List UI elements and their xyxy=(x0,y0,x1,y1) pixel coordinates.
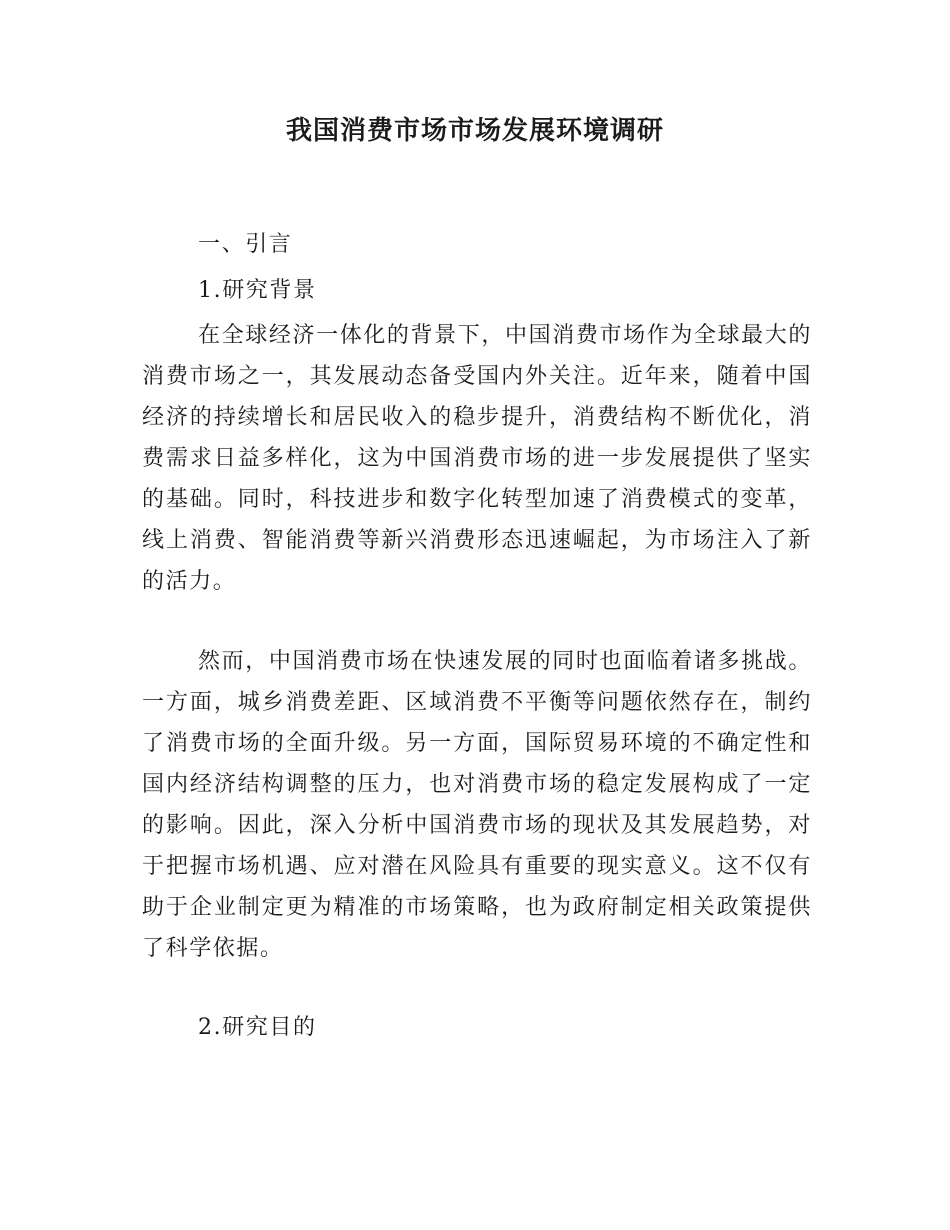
paragraph-challenges: 然而，中国消费市场在快速发展的同时也面临着诸多挑战。一方面，城乡消费差距、区域消费不平衡等问题依然存在，制约了消费市场的全面升级。另一方面，国际贸易环境的不确定性和国内经济结构调整的压力，也对消费市场的稳定发展构成了一定的影响。因此，深入分析中国消费市场的现状及其发展趋势，对于把握市场机遇、应对潜在风险具有重要的现实意义。这不仅有助于企业制定更为精准的市场策略，也为政府制定相关政策提供了科学依据。 xyxy=(142,649,812,961)
page-title: 我国消费市场市场发展环境调研 xyxy=(285,116,664,146)
subsection-heading-background: 1.研究背景 xyxy=(198,278,317,303)
subsection-heading-purpose: 2.研究目的 xyxy=(198,1015,317,1040)
section-heading: 一、引言 xyxy=(198,232,293,257)
paragraph-background: 在全球经济一体化的背景下，中国消费市场作为全球最大的消费市场之一，其发展动态备受国内外关注。近年来，随着中国经济的持续增长和居民收入的稳步提升，消费结构不断优化，消费需求日益多样化，这为中国消费市场的进一步发展提供了坚实的基础。同时，科技进步和数字化转型加速了消费模式的变革，线上消费、智能消费等新兴消费形态迅速崛起，为市场注入了新的活力。 xyxy=(142,323,812,594)
